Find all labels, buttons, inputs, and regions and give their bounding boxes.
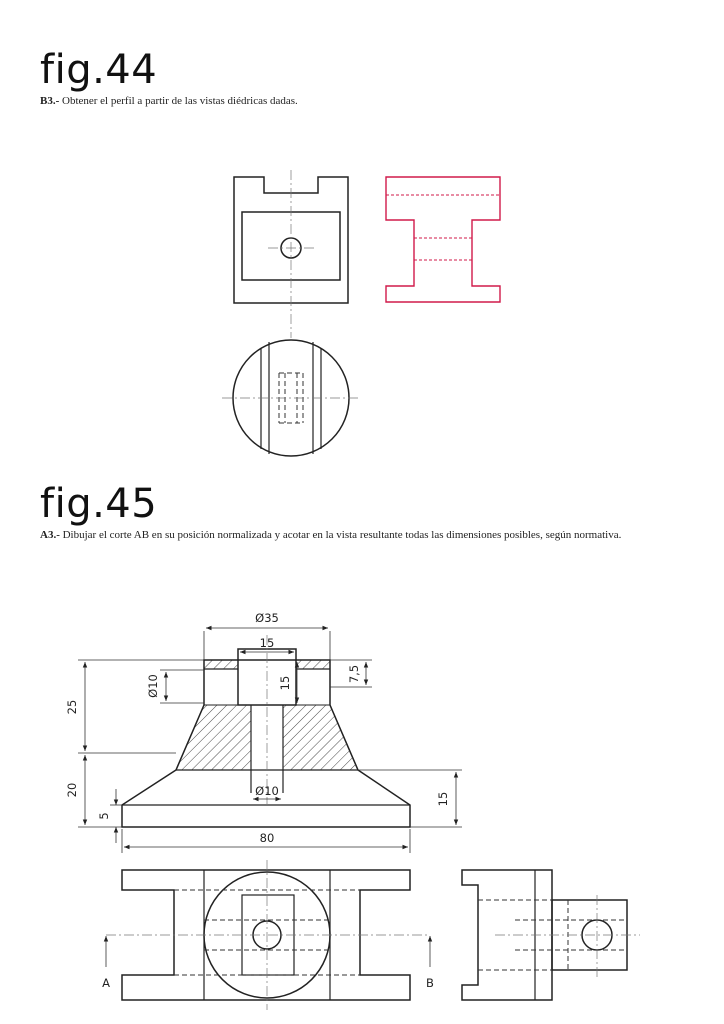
dim-right-height: 15 bbox=[436, 791, 450, 807]
dim-left-diameter: Ø10 bbox=[146, 674, 160, 698]
front-view bbox=[234, 170, 348, 338]
dim-inner-width: 15 bbox=[259, 636, 275, 650]
dim-bottom-diameter: Ø10 bbox=[255, 784, 279, 798]
problem-code: B3.- bbox=[40, 95, 60, 107]
fig44-drawing bbox=[0, 160, 724, 470]
plan-view bbox=[102, 860, 434, 1010]
dim-inner-height: 15 bbox=[278, 675, 292, 691]
dim-lower-height: 20 bbox=[65, 782, 79, 798]
profile-view-answer bbox=[386, 177, 500, 302]
figure-title: fig.44 bbox=[40, 47, 158, 93]
dim-top-diameter: Ø35 bbox=[255, 611, 279, 625]
figure-title: fig.45 bbox=[40, 481, 158, 527]
section-elevation bbox=[122, 635, 410, 827]
dim-base-height: 5 bbox=[97, 812, 111, 820]
side-view bbox=[462, 870, 640, 1000]
problem-statement bbox=[40, 527, 680, 544]
section-label-b: B bbox=[426, 976, 434, 990]
top-view bbox=[222, 340, 360, 456]
problem-text: Obtener el perfil a partir de las vistas diédricas dadas. bbox=[62, 95, 298, 107]
problem-statement bbox=[40, 93, 560, 110]
dimension-lines bbox=[78, 628, 462, 853]
problem-code: A3.- bbox=[40, 529, 60, 541]
section-label-a: A bbox=[102, 976, 110, 990]
dim-upper-height: 25 bbox=[65, 699, 79, 715]
fig45-drawing bbox=[0, 595, 724, 1015]
dim-total-width: 80 bbox=[259, 831, 275, 845]
problem-text: Dibujar el corte AB en su posición normalizada y acotar en la vista resultante todas las dimensiones posibles, según normativa. bbox=[62, 529, 622, 541]
dim-top-depth: 7,5 bbox=[347, 664, 361, 684]
